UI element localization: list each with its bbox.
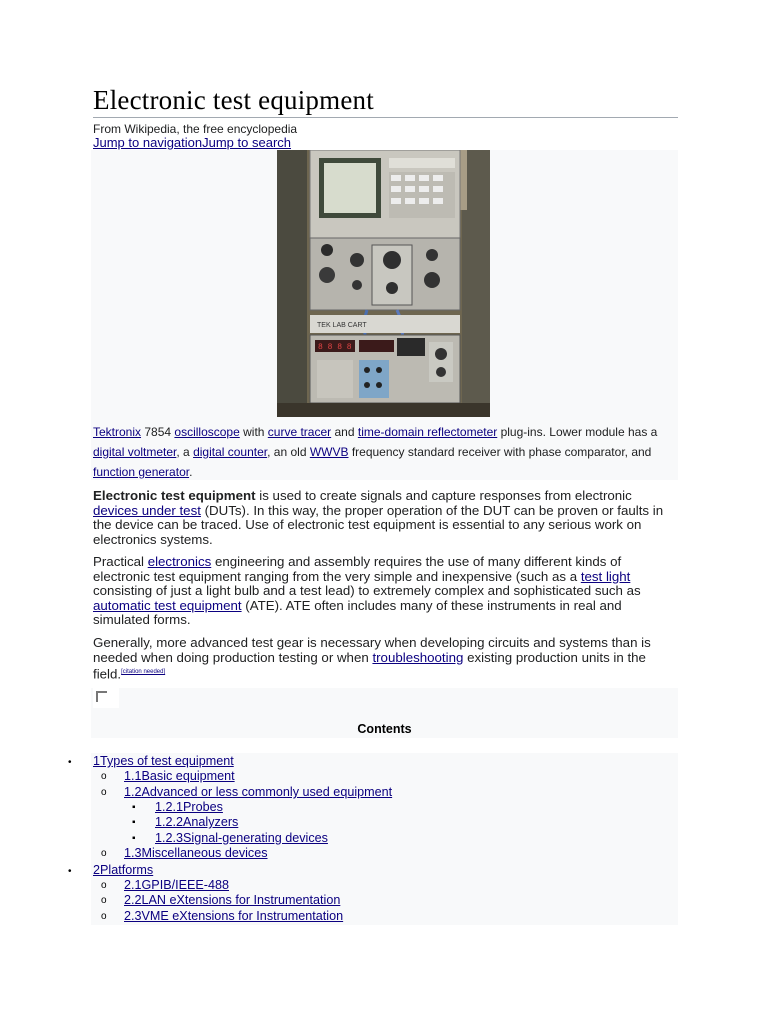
toc-label: Probes xyxy=(183,800,223,814)
toc-label: LAN eXtensions for Instrumentation xyxy=(141,893,341,907)
toc-number: 1 xyxy=(93,754,101,768)
toc-item-vxi[interactable] xyxy=(124,909,343,923)
paragraph-text: Generally, more advanced test gear is necessary when developing circuits and systems than is needed when doing production testing or when xyxy=(93,635,651,665)
oscilloscope-illustration xyxy=(277,150,490,417)
toc-item-advanced-equipment[interactable] xyxy=(124,785,392,799)
toc-number: 1.2.2 xyxy=(155,815,184,829)
toc-bullet: o xyxy=(101,771,107,782)
toc-item-probes[interactable] xyxy=(155,800,223,814)
toc-title: Contents xyxy=(357,722,412,736)
caption-link-function-generator[interactable]: function generator xyxy=(93,465,190,479)
toc-bullet: o xyxy=(101,911,107,922)
toc-item-basic-equipment[interactable] xyxy=(124,769,235,783)
lab-cart-label: TEK LAB CART xyxy=(317,322,367,329)
toc-number: 1.3 xyxy=(124,846,142,860)
toc-number: 1.2.3 xyxy=(155,831,184,845)
caption-link-digital-voltmeter[interactable]: digital voltmeter xyxy=(93,445,177,459)
toc-bullet: • xyxy=(68,866,72,877)
toc-item-analyzers[interactable] xyxy=(155,815,238,829)
paragraph-text: (DUTs). In this way, the proper operation of the DUT can be proven or faults in the device can be traced. Use of electronic test equipment is essential to any serious work on electronics systems. xyxy=(93,502,664,547)
toc-bullet: • xyxy=(68,757,72,768)
intro-paragraph-3 xyxy=(93,636,668,682)
toc-number: 2.1 xyxy=(124,878,142,892)
link-electronics[interactable]: electronics xyxy=(147,554,212,569)
toc-label: GPIB/IEEE-488 xyxy=(141,878,230,892)
toc-number: 1.2 xyxy=(124,785,142,799)
paragraph-text: engineering and assembly requires the use of many different kinds of electronic test equipment ranging from the very simple and inexpensive (such as a xyxy=(93,554,622,584)
toc-number: 2.2 xyxy=(124,893,142,907)
toc-bullet: o xyxy=(101,848,107,859)
caption-link-curve-tracer[interactable]: curve tracer xyxy=(267,425,332,439)
oscilloscope-photo[interactable] xyxy=(277,150,490,417)
toc-item-gpib[interactable] xyxy=(124,878,229,892)
toc-item-signal-generating-devices[interactable] xyxy=(155,831,328,845)
caption-text: frequency standard receiver with phase comparator, and xyxy=(348,445,652,459)
toc-label: Advanced or less commonly used equipment xyxy=(141,785,393,799)
caption-text: , an old xyxy=(267,445,310,459)
caption-link-tektronix[interactable]: Tektronix xyxy=(93,425,142,439)
caption-link-tdr[interactable]: time-domain reflectometer xyxy=(357,425,498,439)
toc-label: Signal-generating devices xyxy=(183,831,328,845)
caption-text: and xyxy=(331,425,358,439)
toc-number: 1.2.1 xyxy=(155,800,184,814)
caption-link-oscilloscope[interactable]: oscilloscope xyxy=(174,425,240,439)
toc-bullet: o xyxy=(101,895,107,906)
paragraph-text: consisting of just a light bulb and a test lead) to extremely complex and sophisticated such as xyxy=(93,583,641,599)
caption-text: . xyxy=(189,465,193,479)
toc-label: Basic equipment xyxy=(141,769,235,783)
checkbox-icon xyxy=(96,691,107,702)
toc-number: 2 xyxy=(93,863,101,877)
title-divider xyxy=(93,117,678,118)
caption-text: 7854 xyxy=(141,425,175,439)
toc-label: VME eXtensions for Instrumentation xyxy=(141,909,344,923)
link-devices-under-test[interactable]: devices under test xyxy=(93,502,201,518)
paragraph-text: Practical xyxy=(93,554,148,569)
citation-needed-link[interactable]: [citation needed] xyxy=(121,669,166,676)
figure-caption xyxy=(93,422,668,482)
toc-number: 1.1 xyxy=(124,769,142,783)
caption-link-digital-counter[interactable]: digital counter xyxy=(193,445,268,459)
intro-paragraph-1 xyxy=(93,489,668,547)
toc-bullet: ▪ xyxy=(132,817,136,828)
paragraph-text: existing production units in the field. xyxy=(93,649,646,682)
toc-label: Platforms xyxy=(100,863,154,877)
table-of-contents xyxy=(91,688,678,738)
toc-item-types-of-test-equipment[interactable] xyxy=(93,754,234,768)
toc-label: Analyzers xyxy=(183,815,239,829)
toc-bullet: ▪ xyxy=(132,802,136,813)
link-test-light[interactable]: test light xyxy=(580,568,631,584)
paragraph-text: is used to create signals and capture responses from electronic xyxy=(255,488,632,503)
link-automatic-test-equipment[interactable]: automatic test equipment xyxy=(93,597,242,613)
jump-links xyxy=(93,135,291,150)
page-title: Electronic test equipment xyxy=(93,85,374,115)
intro-paragraph-2 xyxy=(93,555,668,628)
figure-thumbnail xyxy=(91,150,678,480)
jump-to-search-link[interactable]: Jump to search xyxy=(202,135,291,150)
svg-text:8 8 8 8: 8 8 8 8 xyxy=(318,343,352,352)
toc-item-miscellaneous-devices[interactable] xyxy=(124,846,268,860)
caption-text: with xyxy=(239,425,268,439)
link-troubleshooting[interactable]: troubleshooting xyxy=(372,649,464,665)
caption-link-wwvb[interactable]: WWVB xyxy=(309,445,349,459)
paragraph-text: (ATE). ATE often includes many of these instruments in real and simulated forms. xyxy=(93,597,622,628)
jump-to-navigation-link[interactable]: Jump to navigation xyxy=(93,135,203,150)
toc-toggle-checkbox[interactable] xyxy=(93,688,119,708)
caption-text: , a xyxy=(176,445,194,459)
bold-term: Electronic test equipment xyxy=(93,488,256,503)
toc-bullet: o xyxy=(101,787,107,798)
toc-item-lxi[interactable] xyxy=(124,893,340,907)
toc-number: 2.3 xyxy=(124,909,142,923)
toc-bullet: o xyxy=(101,880,107,891)
toc-label: Miscellaneous devices xyxy=(141,846,268,860)
toc-bullet: ▪ xyxy=(132,833,136,844)
toc-item-platforms[interactable] xyxy=(93,863,153,877)
site-tagline: From Wikipedia, the free encyclopedia xyxy=(93,122,298,136)
toc-label: Types of test equipment xyxy=(100,754,234,768)
caption-text: plug-ins. Lower module has a xyxy=(497,425,658,439)
